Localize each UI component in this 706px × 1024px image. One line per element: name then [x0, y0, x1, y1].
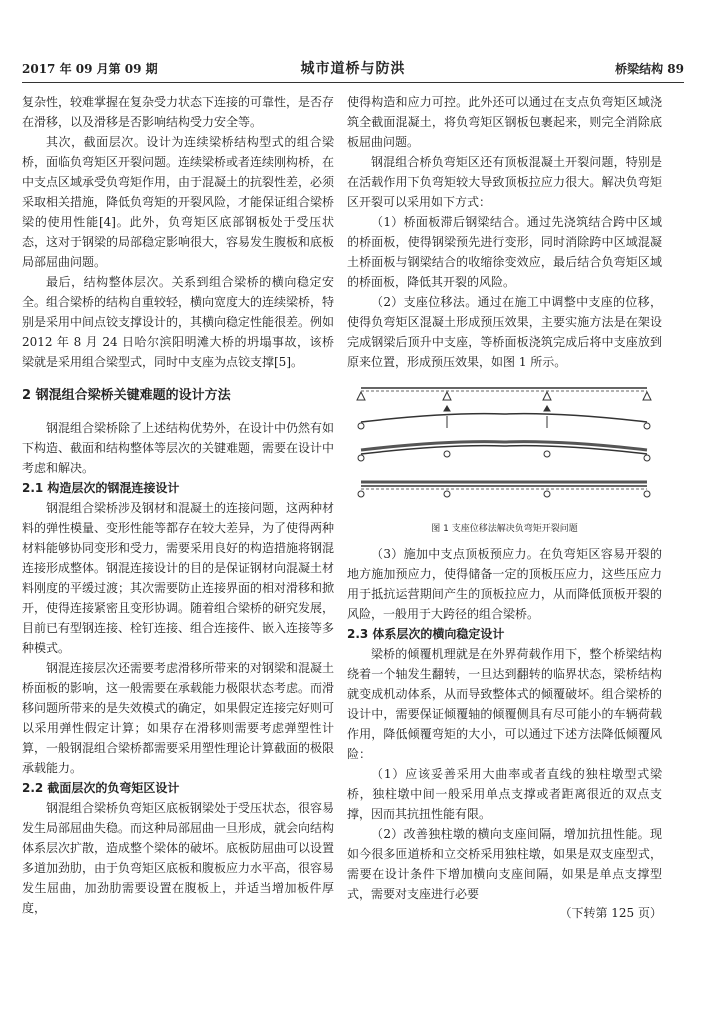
paragraph: （1）桥面板滞后钢梁结合。通过先浇筑结合跨中区域的桥面板，使得钢梁预先进行变形，同时消除跨中区域混凝土桥面板与钢梁结合的收缩徐变效应，最后结合负弯矩区域的桥面板，降低其开裂的风险。: [347, 215, 662, 289]
paragraph: （2）支座位移法。通过在施工中调整中支座的位移，使得负弯矩区混凝土形成预压效果，主要实施方法是在架设完成钢梁后顶升中支座，等桥面板浇筑完成后将中支座放到原来位置，形成预压效果，如图 1 所示。: [347, 295, 662, 369]
support-displacement-diagram: [347, 378, 662, 518]
paragraph: 钢混组合梁桥负弯矩区底板钢梁处于受压状态，很容易发生局部屈曲失稳。而这种局部屈曲一旦形成，就会向结构体系层次扩散，造成整个梁体的破坏。底板防屈曲可以设置多道加劲肋，由于负弯矩区底板和腹板应力水平高，很容易发生屈曲，加劲肋需要设置在腹板上，并适当增加板件厚度，: [22, 801, 335, 915]
figure-1: [347, 378, 662, 518]
header-rule: [22, 82, 684, 83]
paragraph: （1）应该妥善采用大曲率或者直线的独柱墩型式梁桥，独柱墩中间一般采用单点支撑或者距离很近的双点支撑，因而其抗扭性能有限。: [347, 767, 662, 821]
continued-note: （下转第 125 页）: [559, 906, 662, 920]
paragraph: 其次，截面层次。设计为连续梁桥结构型式的组合梁桥，面临负弯矩区开裂问题。连续梁桥或者连续刚构桥，在中支点区域承受负弯矩作用，由于混凝土的抗裂性差，必须采取相关措施，降低负弯矩的开裂风险，才能保证组合梁桥梁的使用性能[4]。此外，负弯矩区底部钢板处于受压状态，这对于钢梁的局部稳定影响很大，容易发生腹板和底板局部屈曲问题。: [22, 135, 335, 269]
subsection-heading: 2.1 构造层次的钢混连接设计: [22, 481, 180, 495]
paragraph: 复杂性，较难掌握在复杂受力状态下连接的可靠性，是否存在滑移，以及滑移是否影响结构受力安全等。: [22, 95, 335, 129]
stage-1-beam: [357, 388, 651, 400]
journal-title: 城市道桥与防洪: [300, 61, 406, 77]
stage-3-deck: [358, 442, 650, 461]
paragraph: （3）施加中支点顶板预应力。在负弯矩区容易开裂的地方施加预应力，使得储备一定的顶板压应力，这些压应力用于抵抗运营期间产生的顶板拉应力，从而降低顶板开裂的风险，一般用于大跨径的组合梁桥。: [347, 547, 662, 621]
figure-caption: 图 1 支座位移法解决负弯矩开裂问题: [431, 524, 578, 534]
paragraph: 梁桥的倾覆机理就是在外界荷载作用下，整个桥梁结构绕着一个轴发生翻转，一旦达到翻转的临界状态，梁桥结构就变成机动体系，从而导致整体式的倾覆破坏。组合梁桥的设计中，需要保证倾覆轴的倾覆侧具有尽可能小的车辆荷载作用，降低倾覆弯矩的大小，可以通过下述方法降低倾覆风险：: [347, 647, 662, 761]
section-heading: 2 钢混组合梁桥关键难题的设计方法: [22, 388, 231, 403]
left-column: [22, 92, 334, 918]
right-column: [347, 92, 662, 922]
page-header: [22, 56, 684, 78]
section-page-number: 桥梁结构 89: [615, 62, 684, 76]
subsection-heading: 2.3 体系层次的横向稳定设计: [347, 627, 505, 641]
issue-label: 2017 年 09 月第 09 期: [22, 62, 158, 76]
paragraph: 钢混组合桥负弯矩区还有顶板混凝土开裂问题，特别是在活载作用下负弯矩较大导致顶板拉应力很大。解决负弯矩区开裂可以采用如下方式：: [347, 155, 662, 209]
paragraph: （2）改善独柱墩的横向支座间隔，增加抗扭性能。现如今很多匝道桥和立交桥采用独柱墩，如果是双支座型式，需要在设计条件下增加横向支座间隔，如果是单点支撑型式，需要对支座进行必要: [347, 827, 662, 901]
paragraph: 钢混组合梁桥除了上述结构优势外，在设计中仍然有如下构造、截面和结构整体等层次的关键难题，需要在设计中考虑和解决。: [22, 421, 335, 475]
subsection-heading: 2.2 截面层次的负弯矩区设计: [22, 781, 180, 795]
paragraph: 钢混连接层次还需要考虑滑移所带来的对钢梁和混凝土桥面板的影响，这一般需要在承载能力极限状态考虑。而滑移问题所带来的是失效模式的确定，如果假定连接完好则可以采用弹性假定计算；如果存在滑移则需要考虑弹塑性计算，一般钢混组合梁桥都需要采用塑性理论计算截面的极限承载能力。: [22, 661, 335, 775]
paragraph: 使得构造和应力可控。此外还可以通过在支点负弯矩区域浇筑全截面混凝土，将负弯矩区钢板包裹起来，则完全消除底板屈曲问题。: [347, 95, 662, 149]
paragraph: 最后，结构整体层次。关系到组合梁桥的横向稳定安全。组合梁桥的结构自重较轻，横向宽度大的连续梁桥，特别是采用中间点铰支撑设计的，其横向稳定性能很差。例如 2012 年 8 月 24 日哈尔滨阳明滩大桥的坍塌事故，该桥梁就是采用组合梁型式，同时中支座为点铰支撑[5]。: [22, 275, 335, 369]
stage-4-lowered: [358, 482, 650, 497]
paragraph: 钢混组合梁桥涉及钢材和混凝土的连接问题，这两种材料的弹性模量、变形性能等都存在较大差异，为了使得两种材料能够协同变形和受力，需要采用良好的构造措施将钢混连接形成整体。钢混连接设计的目的是保证钢材向混凝土材料刚度的平缓过渡；其次需要防止连接界面的相对滑移和掀开，使得连接紧密且变形协调。随着组合梁桥的研究发展，目前已有型钢连接、栓钉连接、组合连接件、嵌入连接等多种模式。: [22, 501, 335, 655]
stage-2-jacked: [358, 406, 650, 429]
